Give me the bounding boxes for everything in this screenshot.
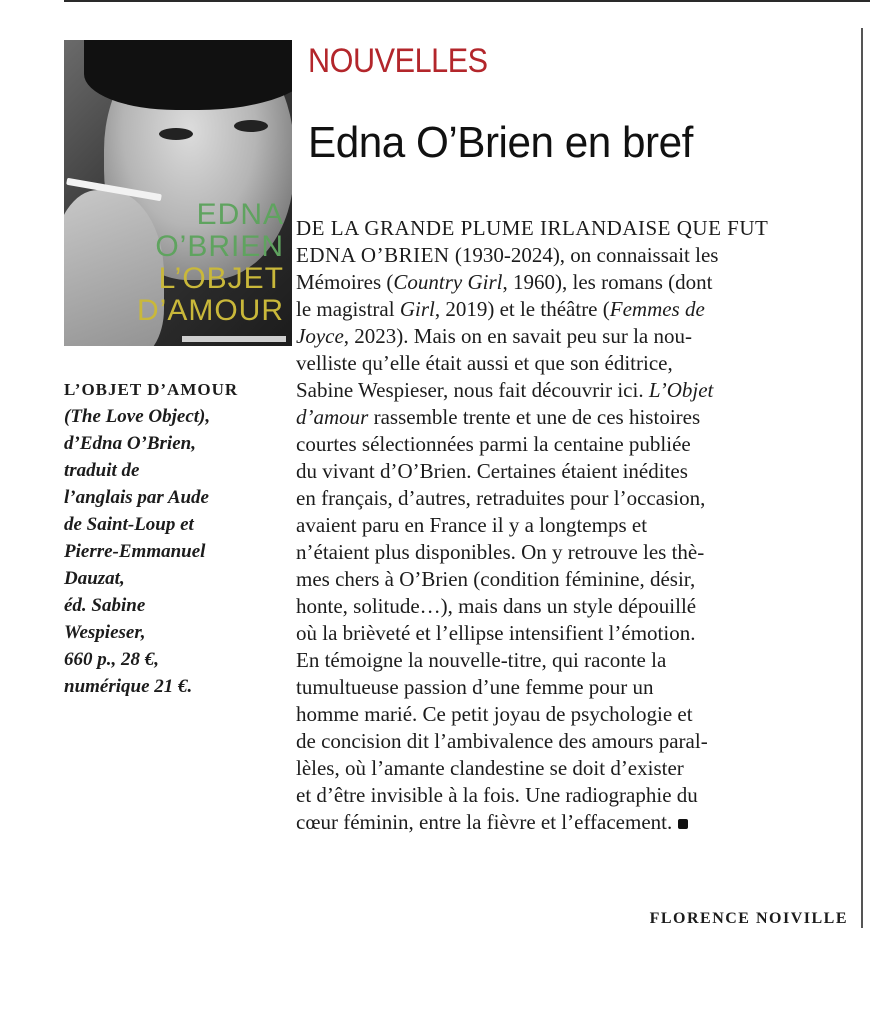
body-line: velliste qu’elle était aussi et que son éditrice, xyxy=(296,351,673,375)
cover-author-last: O’BRIEN xyxy=(155,230,284,263)
author-signature: FLORENCE NOIVILLE xyxy=(649,910,848,927)
body-italic: Femmes de xyxy=(609,297,705,321)
column-rule xyxy=(861,28,863,928)
body-line: où la brièveté et l’ellipse intensifient l’émotion. xyxy=(296,621,696,645)
body-line: du vivant d’O’Brien. Certaines étaient inédites xyxy=(296,459,688,483)
body-italic: L’Objet xyxy=(648,378,714,402)
body-line: et d’être invisible à la fois. Une radiographie du xyxy=(296,783,698,807)
body-line: en français, d’autres, retraduites pour l’occasion, xyxy=(296,486,706,510)
body-line: homme marié. Ce petit joyau de psychologie et xyxy=(296,702,693,726)
body-line: de concision dit l’ambivalence des amours paral- xyxy=(296,729,708,753)
body-line: DE LA GRANDE PLUME IRLANDAISE QUE FUT xyxy=(296,216,769,240)
book-cover-image xyxy=(64,40,292,346)
body-text: le magistral xyxy=(296,297,400,321)
caption-book-details: (The Love Object), d’Edna O’Brien, traduit de l’anglais par Aude de Saint-Loup et Pierre-Emmanuel Dauzat, éd. Sabine Wespieser, 660 p., 28 €, numérique 21 €. xyxy=(64,406,211,697)
body-line: mes chers à O’Brien (condition féminine, désir, xyxy=(296,567,696,591)
body-line: En témoigne la nouvelle-titre, qui raconte la xyxy=(296,648,667,672)
body-line: n’étaient plus disponibles. On y retrouve les thè- xyxy=(296,540,705,564)
body-text: , 1960), les romans (dont xyxy=(502,270,713,294)
cover-author-first: EDNA xyxy=(196,198,284,231)
cover-eye-right xyxy=(234,120,268,132)
top-rule xyxy=(64,0,870,2)
body-text: rassemble trente et une de ces histoires xyxy=(368,405,701,429)
cover-eye-left xyxy=(159,128,193,140)
body-italic: Country Girl xyxy=(393,270,503,294)
body-italic: d’amour xyxy=(296,405,369,429)
section-label: NOUVELLES xyxy=(308,42,488,80)
body-text: Sabine Wespieser, nous fait découvrir ici. xyxy=(296,378,649,402)
cover-title-line1: L’OBJET xyxy=(158,262,284,295)
cover-publisher-band xyxy=(182,336,286,342)
body-line: avaient paru en France il y a longtemps et xyxy=(296,513,648,537)
end-mark-icon xyxy=(678,819,688,829)
body-italic: Joyce xyxy=(296,324,344,348)
cover-hair xyxy=(84,40,292,110)
body-text: Mémoires ( xyxy=(296,270,394,294)
article-body xyxy=(296,215,856,836)
body-line: courtes sélectionnées parmi la centaine publiée xyxy=(296,432,691,456)
article-headline: Edna O’Brien en bref xyxy=(308,118,693,167)
book-caption xyxy=(64,376,274,700)
body-text: cœur féminin, entre la fièvre et l’effacement. xyxy=(296,810,673,834)
body-text: (1930-2024), on connaissait les xyxy=(449,243,719,267)
body-italic: Girl xyxy=(399,297,435,321)
body-caps: EDNA O’BRIEN xyxy=(296,243,450,267)
cover-title-line2: D’AMOUR xyxy=(137,294,284,327)
body-text: , 2019) et le théâtre ( xyxy=(434,297,610,321)
body-line: tumultueuse passion d’une femme pour un xyxy=(296,675,654,699)
caption-book-title: L’OBJET D’AMOUR xyxy=(64,380,239,399)
body-line: lèles, où l’amante clandestine se doit d’exister xyxy=(296,756,684,780)
body-line: honte, solitude…), mais dans un style dépouillé xyxy=(296,594,697,618)
body-text: , 2023). Mais on en savait peu sur la nou- xyxy=(343,324,692,348)
